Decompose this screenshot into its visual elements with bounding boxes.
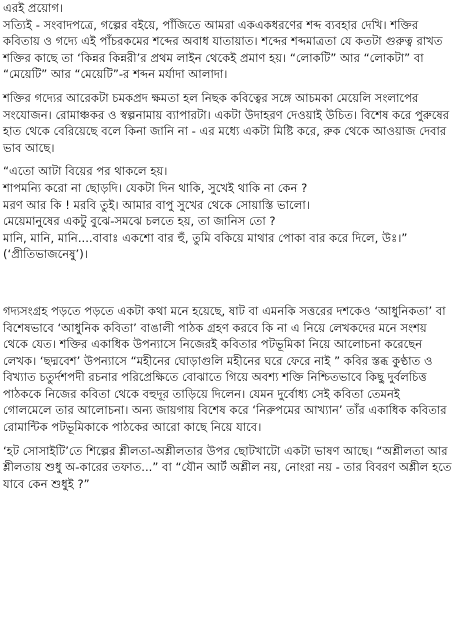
paragraph-prose-collection: গদ্যসংগ্রহ পড়তে পড়তে একটা কথা মনে হয়েছে, ষাট বা এমনকি সত্তরের দশকেও ‘আধুনিকতা’ বা বিশেষভাবে ‘আধুনিক কবিতা’ বাঙালী পাঠক গ্রহণ করবে কি না এ নিয়ে লেখকদের মনে সংশয় থেকে যেত। শক্তির একাধিক উপন্যাসে নিজেরই কবিতার পটভূমিকা নিয়ে আলোচনা করেছেন লেখক। ‘ছদ্মবেশ’ উপন্যাসে “মহীনের ঘোড়াগুলি মহীনের ঘরে ফেরে নাই ” কবির স্তব্ধ কুণ্ঠাত ও বিখ্যাত চতুর্দশপদী রচনার পরিপ্রেক্ষিতে বোঝাতে গিয়ে অবশ্য শক্তি নিশ্চিতভাবে কিছু দুর্বলচিত্ত পাঠককে নিজের কবিতা থেকে বহুদূর তাড়িয়ে দিলেন। যেমন দুর্বোধ্য সেই কবিতা তেমনই গোলমেলে তার আলোচনা। অন্য জায়গায় বিশেষ করে ‘নিরুপমের আখ্যান’ তাঁর একাধিক কবিতার রোমান্টিক পটভূমিকাকে পাঠকের আরো কাছে নিয়ে যাবে।: [3, 303, 447, 435]
quote-line-1: “এতো আটা বিয়ের পর থাকলে হয়।: [3, 164, 168, 179]
paragraph-gap: [3, 156, 452, 163]
quote-line-2: শাপমন্যি করো না ছোড়দি। যেকটা দিন থাকি, সুখেই থাকি না কেন ?: [3, 180, 308, 195]
paragraph-opening-line: এরই প্রয়োগ।: [3, 1, 64, 15]
quote-line-5: মানি, মানি, মানি....বাবাঃ একশো বার হুঁ, তুমি বকিয়ে মাথার পোকা বার করে দিলে, উঃ।” (‘প্রীতিভাজনেষু’)।: [3, 230, 408, 262]
paragraph-gap: [3, 436, 452, 443]
section-gap: [3, 263, 452, 303]
paragraph-hot-society: ‘হট সোসাইটি’তে শিল্পের শ্লীলতা-অশ্লীলতার উপর ছোটখাটো একটা ভাষণ আছে। “অশ্লীলতা আর শ্লীলতায় শুধু অ-কারের তফাত...” বা “যৌন আর্ট অশ্লীল নয়, নোংরা নয় - তার বিবরণ অশ্লীল হতে যাবে কেন শুধুই ?”: [3, 443, 452, 491]
quote-line-3: মরণ আর কি ! মরবি তুই। আমার বাপু সুখের থেকে সোয়াস্তি ভালো।: [3, 197, 310, 212]
quote-line-4: মেয়েমানুষের একটু বুঝে-সমঝে চলতে হয়, তা জানিস তো ?: [3, 214, 276, 229]
paragraph-gap: [3, 83, 452, 90]
paragraph-prose-dialogue: শক্তির গদ্যের আরেকটা চমকপ্রদ ক্ষমতা হল নিছক কবিত্বের সঙ্গে আচমকা মেয়েলি সংলাপের সংযোজন। রোমাঞ্চকর ও স্বল্পনামায় ব্যাপারটা। একটা উদাহরণ দেওয়াই উচিত। বিশেষ করে পুরুষের হাত থেকে বেরিয়েছে বলে কিনা জানি না - এর মধ্যে একটা মিষ্টি করে, রুক থেকে আওয়াজ দেবার ভাব আছে।: [3, 90, 450, 155]
paragraph-word-registers: সত্যিই - সংবাদপত্রে, গল্পের বইয়ে, পাঁজিতে আমরা একএকধরণের শব্দ ব্যবহার দেখি। শক্তির কবিতায় ও গদ্যে এই পাঁচরকমের শব্দের অবাধ যাতায়াত। শব্দের শব্দমাত্রতা যে কতটা গুরুত্ব রাখত শক্তির কাছে তা ‘কিন্নর কিন্নরী’র প্রথম লাইন থেকেই প্রমাণ হয়। “লোকটি” আর “লোকটা” বা “মেয়েটি” আর “মেয়েটি”-র শব্দন মর্যাদা আলাদা।: [3, 17, 443, 82]
